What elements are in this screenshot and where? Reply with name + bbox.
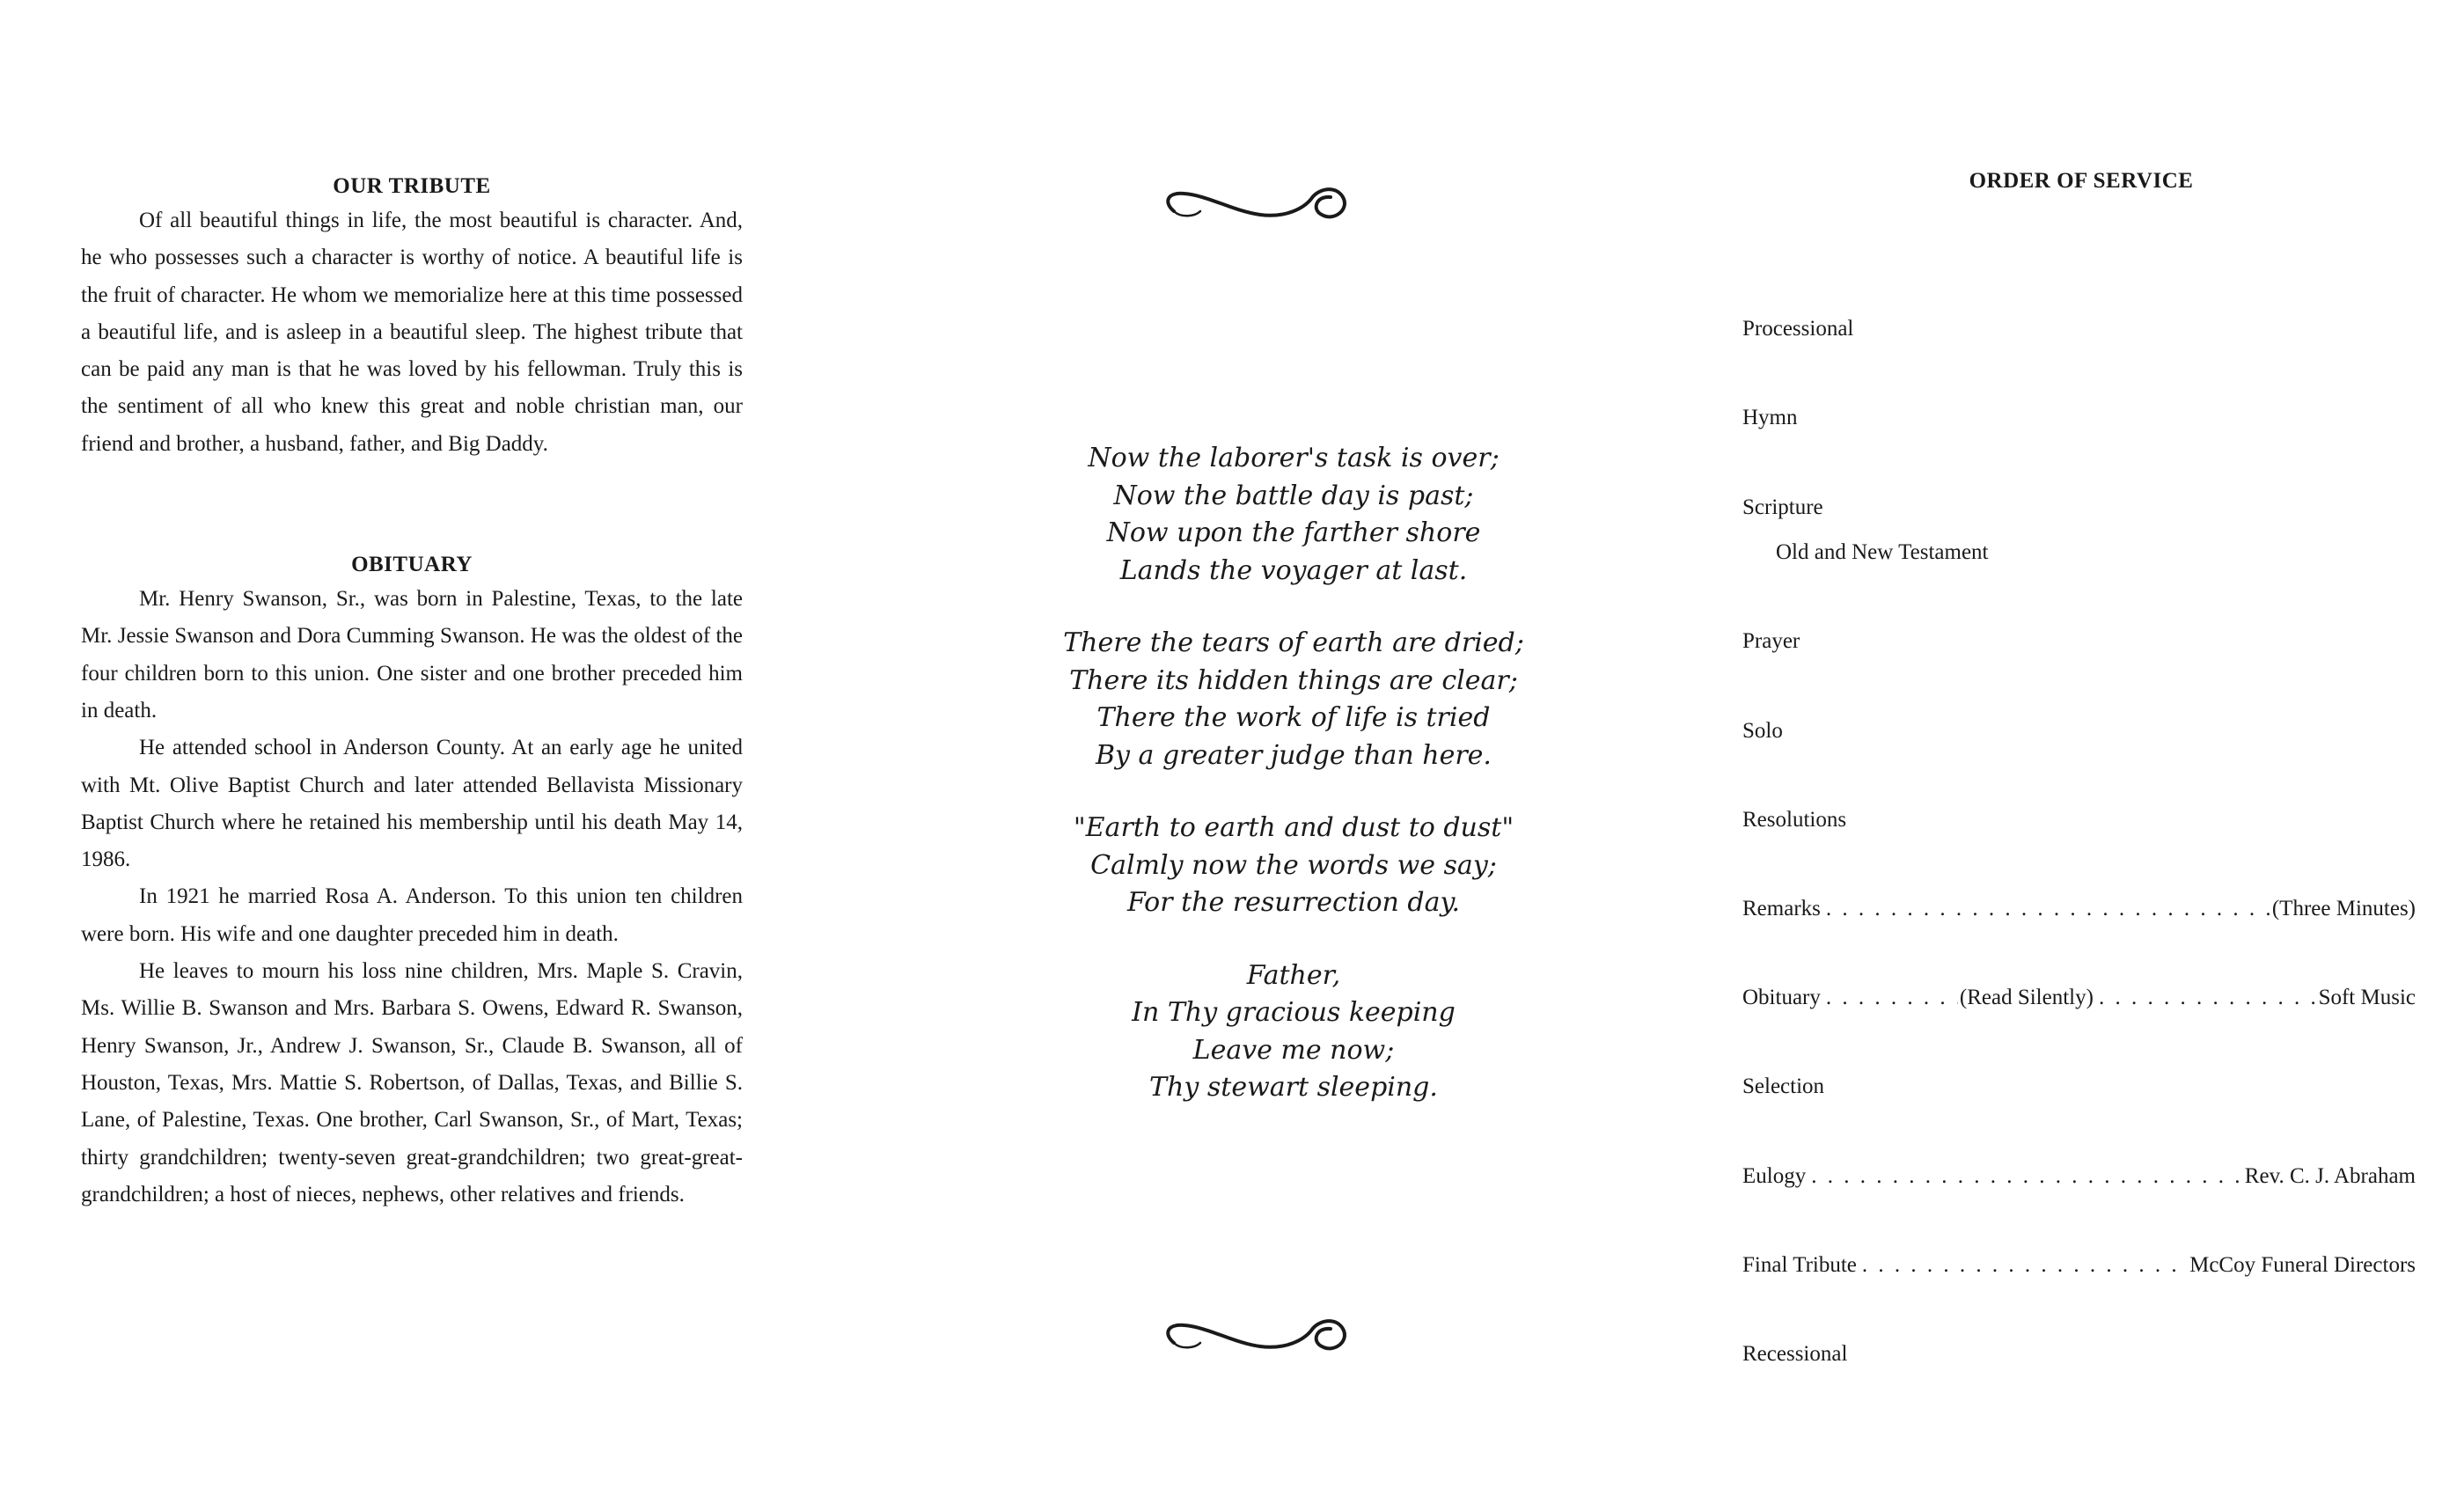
service-item-label: Remarks [1742, 897, 1821, 920]
service-item-label: Prayer [1742, 629, 1800, 653]
poem-line: Lands the voyager at last. [1119, 554, 1468, 586]
service-item-label: Solo [1742, 719, 1783, 743]
service-item-label: Eulogy [1742, 1164, 1807, 1188]
leader-dots [1811, 1162, 2243, 1192]
leader-dots [1862, 1250, 2188, 1280]
service-item-value: McCoy Funeral Directors [2189, 1253, 2416, 1277]
poem-stanza [950, 957, 1637, 1107]
poem-line: For the resurrection day. [1127, 887, 1460, 918]
left-panel [81, 0, 743, 1496]
service-item-label: Hymn [1742, 406, 1798, 429]
poem-line: By a greater judge than here. [1096, 739, 1492, 771]
center-panel [950, 0, 1637, 1496]
service-item-obituary [1742, 983, 2416, 1013]
poem-line: Thy stewart sleeping. [1149, 1072, 1438, 1103]
right-panel [1742, 0, 2420, 1496]
service-item-label: Processional [1742, 317, 1854, 341]
poem-line: Calmly now the words we say; [1090, 849, 1497, 881]
tribute-text: Of all beautiful things in life, the most beautiful is character. And, he who possesses such a character is worthy of notice. A beautiful life is the fruit of character. He whom we memorialize here at this time possessed a beautiful life, and is asleep in a beautiful sleep. The highest tribute that can be paid any man is that he was loved by his fellowman. Truly this is the sentiment of all who knew this great and noble christian man, our friend and brother, a husband, father, and Big Daddy. [81, 209, 743, 456]
tribute-heading: OUR TRIBUTE [333, 174, 491, 198]
service-item-prayer [1742, 627, 2416, 656]
service-item-eulogy [1742, 1162, 2416, 1192]
service-item-value: Rev. C. J. Abraham [2244, 1164, 2416, 1188]
poem-stanza [950, 810, 1637, 922]
service-item-label: Obituary [1742, 986, 1821, 1009]
obituary-heading: OBITUARY [351, 553, 473, 577]
poem-stanza [950, 440, 1637, 590]
service-item-value: Soft Music [2318, 986, 2416, 1009]
service-item-note: (Read Silently) [1959, 986, 2094, 1009]
swirl-ornament-top-icon [1155, 176, 1350, 238]
service-item-label: Resolutions [1742, 808, 1847, 832]
service-item-selection [1742, 1072, 2416, 1102]
order-of-service-heading: ORDER OF SERVICE [1969, 169, 2194, 193]
service-item-final-tribute [1742, 1250, 2416, 1280]
leader-dots [2099, 983, 2317, 1013]
service-item-hymn [1742, 403, 2416, 433]
poem-line: Leave me now; [1192, 1034, 1395, 1066]
service-item-label: Scripture [1742, 495, 1823, 519]
service-item-value: (Three Minutes) [2271, 897, 2416, 920]
poem-line: "Earth to earth and dust to dust" [1073, 812, 1514, 843]
swirl-ornament-bottom-icon [1155, 1308, 1350, 1369]
service-item-solo [1742, 716, 2416, 746]
poem-line: Now the laborer's task is over; [1088, 443, 1500, 473]
service-item-label: Recessional [1742, 1342, 1848, 1366]
obituary-paragraph: In 1921 he married Rosa A. Anderson. To this union ten children were born. His wife and one daughter preceded him in death. [81, 884, 743, 946]
obituary-paragraph: Mr. Henry Swanson, Sr., was born in Palestine, Texas, to the late Mr. Jessie Swanson and Dora Cumming Swanson. He was the oldest of the four children born to this union. One sister and one brother preceded him in death. [81, 587, 743, 722]
obituary-paragraph: He leaves to mourn his loss nine children, Mrs. Maple S. Cravin, Ms. Willie B. Swanson and Mrs. Barbara S. Owens, Edward R. Swanson, Henry Swanson, Jr., Andrew J. Swanson, Sr., Claude B. Swanson, all of Houston, Texas, Mrs. Mattie S. Robertson, of Dallas, Texas, and Billie S. Lane, of Palestine, Texas. One brother, Carl Swanson, Sr., of Mart, Texas; thirty grandchildren; twenty-seven great-grandchildren; two great-great-grandchildren; a host of nieces, nephews, other relatives and friends. [81, 959, 743, 1206]
leader-dots [1826, 894, 2270, 924]
obituary-paragraph: He attended school in Anderson County. At an early age he united with Mt. Olive Baptist Church and later attended Bellavista Missionary Baptist Church where he retained his membership until his death May 14, 1986. [81, 736, 743, 872]
poem-line: There its hidden things are clear; [1069, 664, 1518, 696]
service-item-remarks [1742, 894, 2416, 924]
service-item-scripture [1742, 493, 2416, 523]
poem [950, 440, 1637, 1142]
poem-line: Father, [1246, 959, 1341, 991]
service-item-resolutions [1742, 805, 2416, 835]
poem-line: In Thy gracious keeping [1132, 997, 1456, 1028]
poem-line: There the work of life is tried [1096, 702, 1491, 733]
service-item-recessional [1742, 1339, 2416, 1369]
service-item-processional [1742, 314, 2416, 344]
poem-line: There the tears of earth are dried; [1063, 627, 1524, 658]
service-item-label: Selection [1742, 1074, 1825, 1098]
poem-stanza [950, 625, 1637, 774]
poem-line: Now upon the farther shore [1106, 517, 1481, 548]
service-item-label: Final Tribute [1742, 1253, 1857, 1277]
service-item-scripture-detail: Old and New Testament [1776, 540, 1989, 564]
leader-dots [1826, 983, 1958, 1013]
poem-line: Now the battle day is past; [1113, 480, 1474, 511]
